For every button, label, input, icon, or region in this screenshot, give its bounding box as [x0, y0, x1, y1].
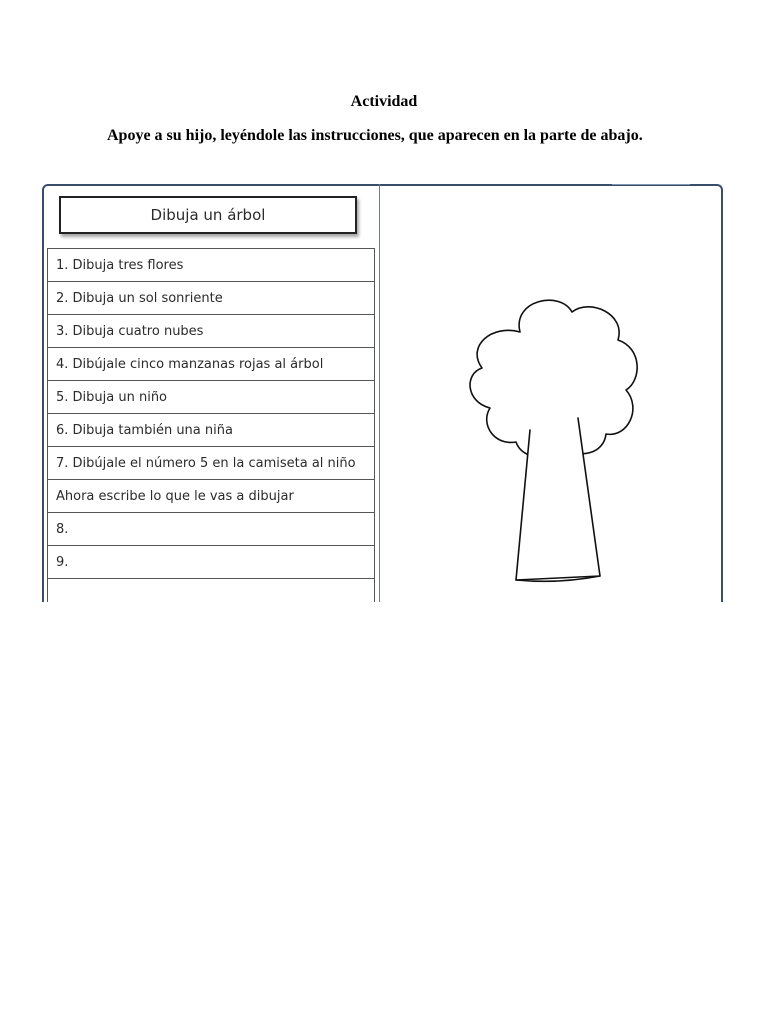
worksheet-top-accent: [612, 184, 690, 185]
task-item: 5. Dibuja un niño: [47, 381, 375, 414]
task-list: [47, 248, 375, 602]
task-item: 9.: [47, 546, 375, 579]
task-item: [47, 579, 375, 602]
task-item: 4. Dibújale cinco manzanas rojas al árbol: [47, 348, 375, 381]
worksheet-title: Dibuja un árbol: [59, 196, 357, 234]
task-item: Ahora escribe lo que le vas a dibujar: [47, 480, 375, 513]
task-item: 8.: [47, 513, 375, 546]
task-item: 3. Dibuja cuatro nubes: [47, 315, 375, 348]
task-item: 2. Dibuja un sol sonriente: [47, 282, 375, 315]
worksheet-divider: [379, 184, 380, 602]
task-item: 6. Dibuja también una niña: [47, 414, 375, 447]
task-item: 1. Dibuja tres flores: [47, 249, 375, 282]
worksheet: [42, 184, 723, 602]
activity-title: Actividad: [350, 93, 418, 110]
parent-instructions: Apoye a su hijo, leyéndole las instrucciones, que aparecen en la parte de abajo.: [107, 127, 643, 144]
task-item: 7. Dibújale el número 5 en la camiseta al niño: [47, 447, 375, 480]
tree-drawing-icon: [442, 284, 662, 594]
